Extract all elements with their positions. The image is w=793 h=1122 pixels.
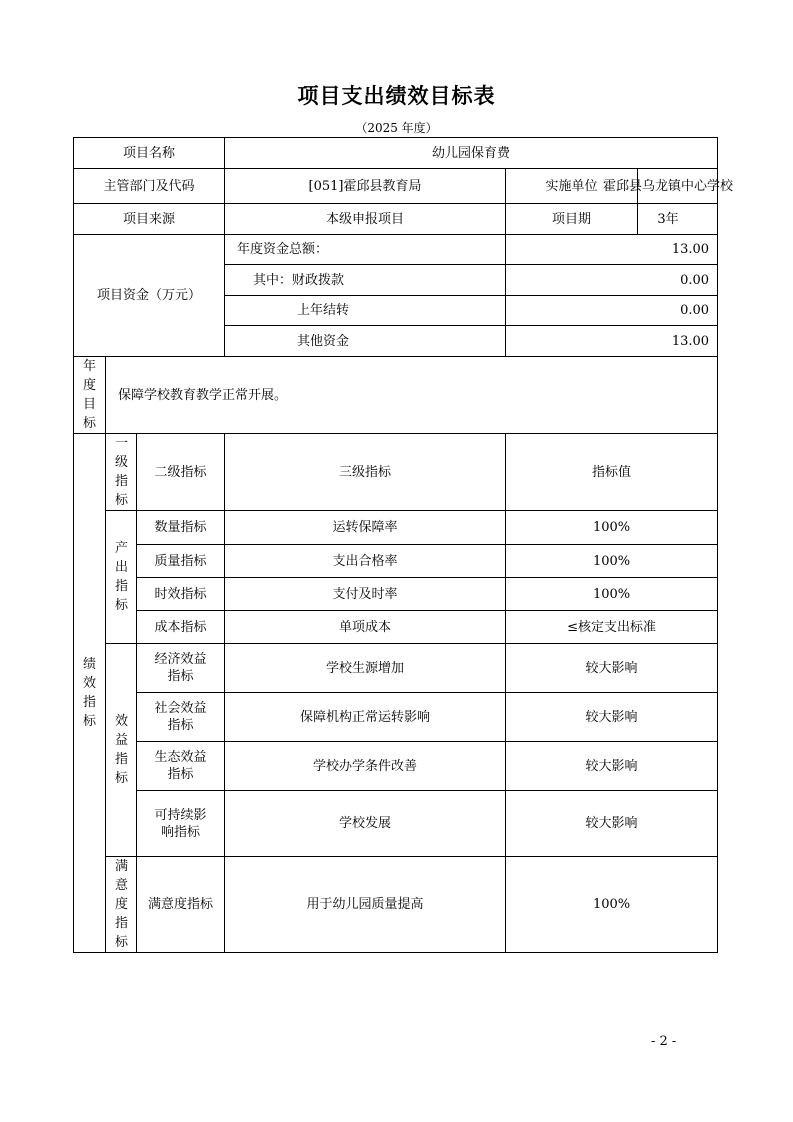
level2-cell: 质量指标 xyxy=(137,545,225,578)
funds-label xyxy=(74,235,225,357)
project-name-value: 幼儿园保育费 xyxy=(225,138,718,169)
level2-cell: 时效指标 xyxy=(137,578,225,611)
page-number: - 2 - xyxy=(651,1034,677,1049)
header-value: 指标值 xyxy=(506,434,718,511)
level3-cell: 学校办学条件改善 xyxy=(225,742,506,791)
value-cell: 100% xyxy=(506,545,718,578)
level2-cell: 生态效益指标 xyxy=(137,742,225,791)
value-cell: 较大影响 xyxy=(506,791,718,857)
level2-cell: 社会效益指标 xyxy=(137,693,225,742)
performance-table xyxy=(73,137,734,953)
funds-row-label: 其他资金 xyxy=(225,326,506,357)
funds-row-label: 其中：财政拨款 xyxy=(225,265,506,296)
level3-cell: 支出合格率 xyxy=(225,545,506,578)
level3-cell: 保障机构正常运转影响 xyxy=(225,693,506,742)
impl-value-text: 霍邱县乌龙镇中心学校 xyxy=(603,178,734,194)
funds-row-label: 上年结转 xyxy=(225,296,506,326)
indicators-label: 绩效指标 xyxy=(74,434,106,953)
impl-value xyxy=(603,169,734,204)
level2-cell: 满意度指标 xyxy=(137,857,225,953)
dept-value: [051]霍邱县教育局 xyxy=(225,169,506,204)
funds-label-text: 项目资金（万元） xyxy=(97,288,202,303)
level2-cell: 可持续影响指标 xyxy=(137,791,225,857)
level3-cell: 学校生源增加 xyxy=(225,644,506,693)
source-label: 项目来源 xyxy=(74,204,225,235)
value-cell: 100% xyxy=(506,857,718,953)
output-label: 产出指标 xyxy=(106,511,137,644)
level3-cell: 运转保障率 xyxy=(225,511,506,545)
value-cell: 较大影响 xyxy=(506,644,718,693)
funds-row-value: 13.00 xyxy=(506,235,718,265)
value-cell: 较大影响 xyxy=(506,742,718,791)
level3-cell: 用于幼儿园质量提高 xyxy=(225,857,506,953)
period-label: 项目期 xyxy=(506,204,638,235)
header-level3: 三级指标 xyxy=(225,434,506,511)
year-label: （2025 年度） xyxy=(355,121,438,135)
level2-cell: 成本指标 xyxy=(137,611,225,644)
value-cell: 100% xyxy=(506,578,718,611)
period-value-text: 3年 xyxy=(657,211,679,227)
funds-row-value: 0.00 xyxy=(506,265,718,296)
level2-cell: 经济效益指标 xyxy=(137,644,225,693)
level3-cell: 单项成本 xyxy=(225,611,506,644)
funds-row-value: 0.00 xyxy=(506,296,718,326)
level2-cell: 数量指标 xyxy=(137,511,225,545)
annual-goal-text: 保障学校教育教学正常开展。 xyxy=(106,357,718,434)
funds-row-label: 年度资金总额： xyxy=(225,235,506,265)
value-cell: 较大影响 xyxy=(506,693,718,742)
header-level1: 一级指标 xyxy=(106,434,137,511)
funds-row-value: 13.00 xyxy=(506,326,718,357)
dept-label: 主管部门及代码 xyxy=(74,169,225,204)
level3-cell: 学校发展 xyxy=(225,791,506,857)
satisfaction-label: 满意度指标 xyxy=(106,857,137,953)
annual-goal-label: 年度目标 xyxy=(74,357,106,434)
project-name-label: 项目名称 xyxy=(74,138,225,169)
value-cell: ≤核定支出标准 xyxy=(506,611,718,644)
impl-label: 实施单位 xyxy=(506,169,638,204)
header-level2: 二级指标 xyxy=(137,434,225,511)
benefit-label: 效益指标 xyxy=(106,644,137,857)
level3-cell: 支付及时率 xyxy=(225,578,506,611)
source-value: 本级申报项目 xyxy=(225,204,506,235)
value-cell: 100% xyxy=(506,511,718,545)
period-value xyxy=(638,204,718,235)
page-title: 项目支出绩效目标表 xyxy=(297,83,496,108)
